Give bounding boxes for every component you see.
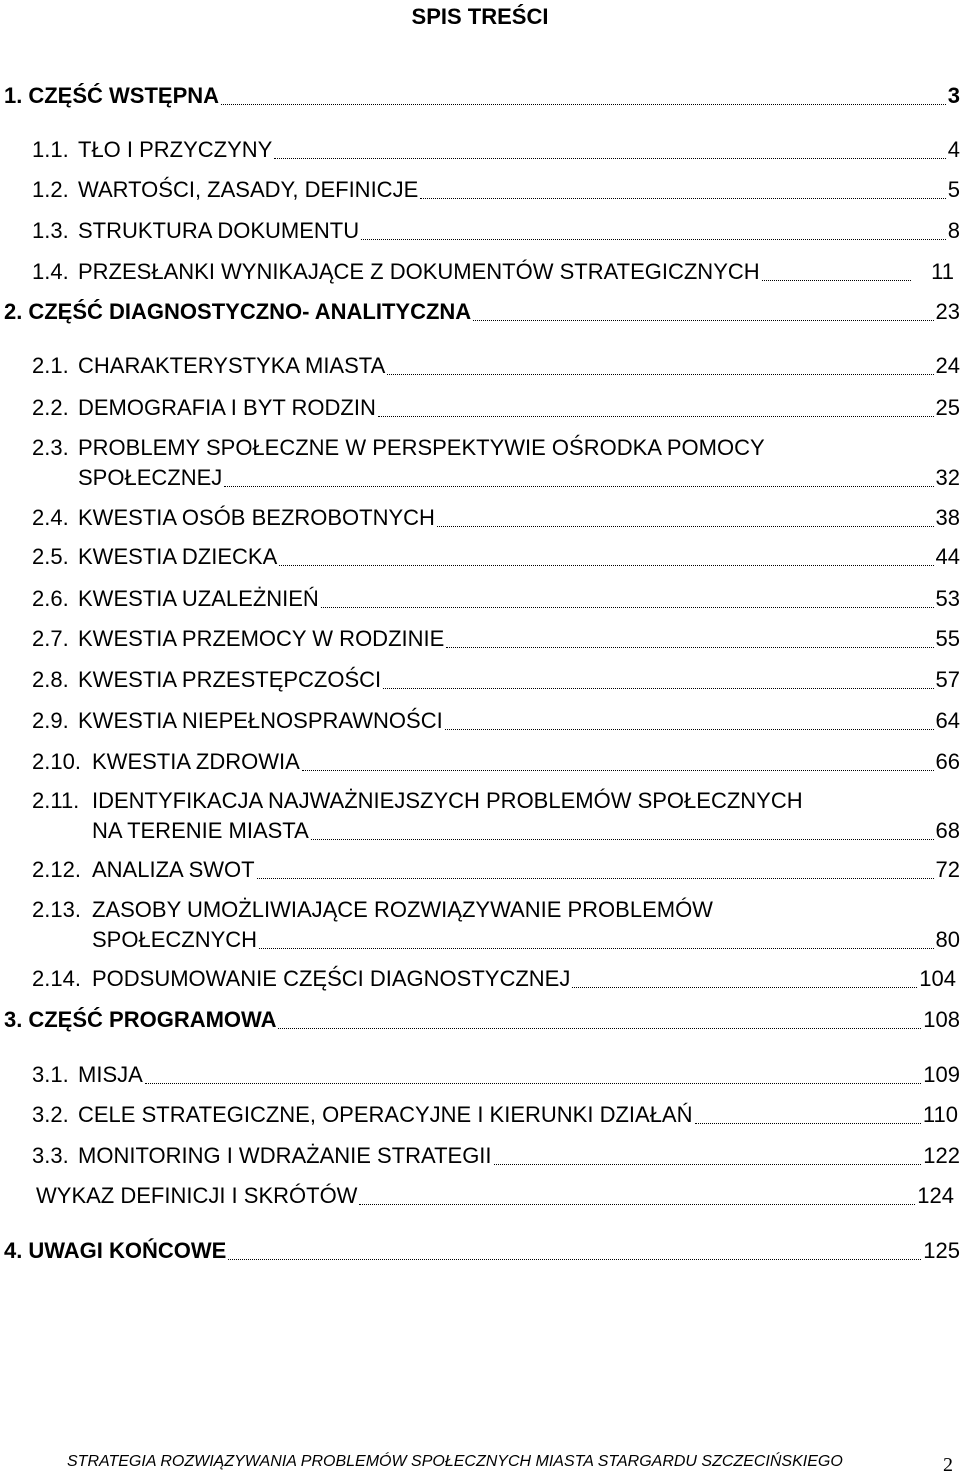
toc-entry-2-4[interactable] (32, 504, 960, 531)
toc-entry-1-2[interactable] (32, 176, 960, 203)
toc-entry-definitions[interactable] (36, 1182, 954, 1209)
toc-entry-2-11[interactable] (32, 787, 960, 844)
toc-entry-page: 32 (935, 465, 960, 490)
toc-entry-number: 1.1. (32, 137, 69, 162)
toc-entry-2-14[interactable] (32, 965, 956, 992)
toc-entry-number: 2.11. (32, 788, 80, 813)
toc-dot-leader (420, 176, 946, 199)
toc-entry-title-continuation: SPOŁECZNYCH (92, 927, 258, 952)
toc-dot-leader (387, 352, 933, 375)
toc-entry-number: 2.10. (32, 749, 81, 774)
toc-entry-title: PODSUMOWANIE CZĘŚCI DIAGNOSTYCZNEJ (92, 966, 571, 991)
toc-dot-leader (378, 394, 934, 417)
toc-dot-leader (221, 82, 946, 105)
toc-entry-page: 108 (923, 1007, 960, 1032)
toc-dot-leader (762, 258, 912, 281)
toc-entry-page: 23 (935, 299, 960, 324)
toc-dot-leader (257, 856, 934, 879)
toc-entry-number: 2.8. (32, 667, 69, 692)
toc-entry-page: 109 (923, 1062, 960, 1087)
toc-entry-number: 2.13. (32, 897, 81, 922)
toc-entry-3-3[interactable] (32, 1142, 960, 1169)
toc-dot-leader (445, 707, 934, 730)
toc-entry-title: MISJA (78, 1062, 143, 1087)
toc-entry-title-continuation: NA TERENIE MIASTA (92, 818, 309, 843)
toc-entry-page: 66 (935, 749, 960, 774)
toc-entry-title: TŁO I PRZYCZYNY (78, 137, 273, 162)
toc-entry-title: PROBLEMY SPOŁECZNE W PERSPEKTYWIE OŚRODKA POMOCY (78, 435, 765, 460)
toc-entry-title: KWESTIA NIEPEŁNOSPRAWNOŚCI (78, 708, 443, 733)
toc-entry-title: CZĘŚĆ DIAGNOSTYCZNO- ANALITYCZNA (28, 299, 472, 324)
toc-entry-page: 80 (935, 927, 960, 952)
toc-entry-4[interactable] (4, 1237, 960, 1264)
toc-entry-title: WARTOŚCI, ZASADY, DEFINICJE (78, 177, 419, 202)
toc-entry-page: 110 (922, 1102, 958, 1127)
toc-entry-2-6[interactable] (32, 585, 960, 612)
toc-entry-number: 1.4. (32, 259, 69, 284)
toc-dot-leader (361, 217, 946, 240)
toc-entry-number: 2.4. (32, 505, 69, 530)
toc-entry-page: 125 (923, 1238, 960, 1263)
toc-entry-page: 64 (935, 708, 960, 733)
toc-entry-title: ANALIZA SWOT (92, 857, 255, 882)
toc-entry-page: 72 (935, 857, 960, 882)
toc-entry-title: PRZESŁANKI WYNIKAJĄCE Z DOKUMENTÓW STRATEGICZNYCH (78, 259, 760, 284)
toc-dot-leader (302, 748, 934, 771)
toc-dot-leader (321, 585, 934, 608)
toc-dot-leader (473, 298, 933, 321)
toc-entry-1[interactable] (4, 82, 960, 109)
toc-entry-2-12[interactable] (32, 856, 960, 883)
toc-dot-leader (359, 1182, 915, 1205)
toc-dot-leader (446, 625, 933, 648)
page-footer (67, 1450, 960, 1474)
toc-dot-leader (224, 464, 933, 487)
toc-dot-leader (383, 666, 933, 689)
toc-dot-leader (311, 817, 934, 840)
toc-entry-page: 57 (935, 667, 960, 692)
toc-entry-page: 44 (935, 544, 960, 569)
toc-entry-2-8[interactable] (32, 666, 960, 693)
toc-entry-page: 53 (935, 586, 960, 611)
toc-entry-number: 2.12. (32, 857, 81, 882)
toc-entry-3[interactable] (4, 1006, 960, 1033)
toc-entry-number: 3.1. (32, 1062, 69, 1087)
toc-entry-page: 38 (935, 505, 960, 530)
toc-entry-2[interactable] (4, 298, 960, 325)
toc-entry-2-3[interactable] (32, 434, 960, 491)
toc-dot-leader (494, 1142, 922, 1165)
toc-entry-1-1[interactable] (32, 136, 960, 163)
toc-dot-leader (228, 1237, 921, 1260)
toc-entry-title: KWESTIA UZALEŻNIEŃ (78, 586, 319, 611)
toc-entry-title: KWESTIA PRZEMOCY W RODZINIE (78, 626, 445, 651)
toc-entry-number: 2.9. (32, 708, 69, 733)
toc-entry-page: 8 (947, 218, 960, 243)
toc-entry-page: 124 (917, 1183, 954, 1208)
toc-entry-title: KWESTIA PRZESTĘPCZOŚCI (78, 667, 382, 692)
toc-entry-3-2[interactable] (32, 1101, 958, 1128)
toc-entry-number: 2.6. (32, 586, 69, 611)
toc-entry-number: 1.2. (32, 177, 69, 202)
toc-entry-title: ZASOBY UMOŻLIWIAJĄCE ROZWIĄZYWANIE PROBLEMÓW (92, 897, 713, 922)
toc-entry-title: KWESTIA DZIECKA (78, 544, 278, 569)
toc-entry-title: CELE STRATEGICZNE, OPERACYJNE I KIERUNKI DZIAŁAŃ (78, 1102, 693, 1127)
toc-entry-page: 11 (931, 259, 954, 284)
toc-entry-page: 5 (947, 177, 960, 202)
toc-entry-title: CZĘŚĆ PROGRAMOWA (28, 1007, 277, 1032)
toc-entry-page: 24 (935, 353, 960, 378)
toc-entry-title: CZĘŚĆ WSTĘPNA (28, 83, 220, 108)
page-title: SPIS TREŚCI (411, 4, 549, 29)
toc-entry-number: 2.7. (32, 626, 69, 651)
toc-dot-leader (572, 965, 917, 988)
toc-dot-leader (259, 926, 933, 949)
toc-entry-2-9[interactable] (32, 707, 960, 734)
toc-dot-leader (278, 1006, 921, 1029)
toc-entry-number: 1.3. (32, 218, 69, 243)
toc-entry-page: 55 (935, 626, 960, 651)
toc-entry-number: 2.2. (32, 395, 69, 420)
toc-entry-number: 2.3. (32, 435, 69, 460)
toc-entry-title-continuation: SPOŁECZNEJ (78, 465, 223, 490)
toc-entry-number: 2.14. (32, 966, 81, 991)
toc-entry-number: 4. (4, 1238, 23, 1263)
toc-dot-leader (274, 136, 945, 159)
toc-entry-title: UWAGI KOŃCOWE (28, 1238, 227, 1263)
toc-entry-title: CHARAKTERYSTYKA MIASTA (78, 353, 386, 378)
toc-dot-leader (145, 1061, 921, 1084)
toc-entry-3-1[interactable] (32, 1061, 960, 1088)
toc-dot-leader (437, 504, 934, 527)
toc-entry-page: 68 (935, 818, 960, 843)
toc-entry-2-10[interactable] (32, 748, 960, 775)
toc-entry-page: 25 (935, 395, 960, 420)
toc-entry-title: IDENTYFIKACJA NAJWAŻNIEJSZYCH PROBLEMÓW SPOŁECZNYCH (92, 788, 803, 813)
footer-document-title: STRATEGIA ROZWIĄZYWANIA PROBLEMÓW SPOŁECZNYCH MIASTA STARGARDU SZCZECIŃSKIEGO (67, 1453, 843, 1470)
toc-entry-page: 4 (947, 137, 960, 162)
toc-entry-title: DEMOGRAFIA I BYT RODZIN (78, 395, 376, 420)
toc-entry-title: KWESTIA OSÓB BEZROBOTNYCH (78, 505, 435, 530)
toc-dot-leader (695, 1101, 921, 1124)
toc-dot-leader (279, 543, 933, 566)
toc-entry-number: 2.1. (32, 353, 69, 378)
toc-entry-2-13[interactable] (32, 896, 960, 953)
toc-entry-1-3[interactable] (32, 217, 960, 244)
toc-entry-2-1[interactable] (32, 352, 960, 379)
toc-entry-number: 3.2. (32, 1102, 69, 1127)
toc-entry-page: 104 (919, 966, 956, 991)
toc-entry-2-2[interactable] (32, 394, 960, 421)
toc-entry-title: WYKAZ DEFINICJI I SKRÓTÓW (36, 1183, 358, 1208)
toc-entry-page: 122 (923, 1143, 960, 1168)
toc-entry-title: STRUKTURA DOKUMENTU (78, 218, 360, 243)
toc-entry-2-5[interactable] (32, 543, 960, 570)
toc-entry-title: KWESTIA ZDROWIA (92, 749, 300, 774)
toc-entry-title: MONITORING I WDRAŻANIE STRATEGII (78, 1143, 492, 1168)
toc-entry-1-4[interactable] (32, 258, 954, 285)
toc-entry-number: 3. (4, 1007, 23, 1032)
toc-entry-2-7[interactable] (32, 625, 960, 652)
toc-entry-number: 2. (4, 299, 23, 324)
footer-page-number: 2 (943, 1454, 953, 1476)
toc-entry-number: 1. (4, 83, 23, 108)
toc-entry-number: 2.5. (32, 544, 69, 569)
toc-entry-number: 3.3. (32, 1143, 69, 1168)
toc-entry-page: 3 (947, 83, 960, 108)
